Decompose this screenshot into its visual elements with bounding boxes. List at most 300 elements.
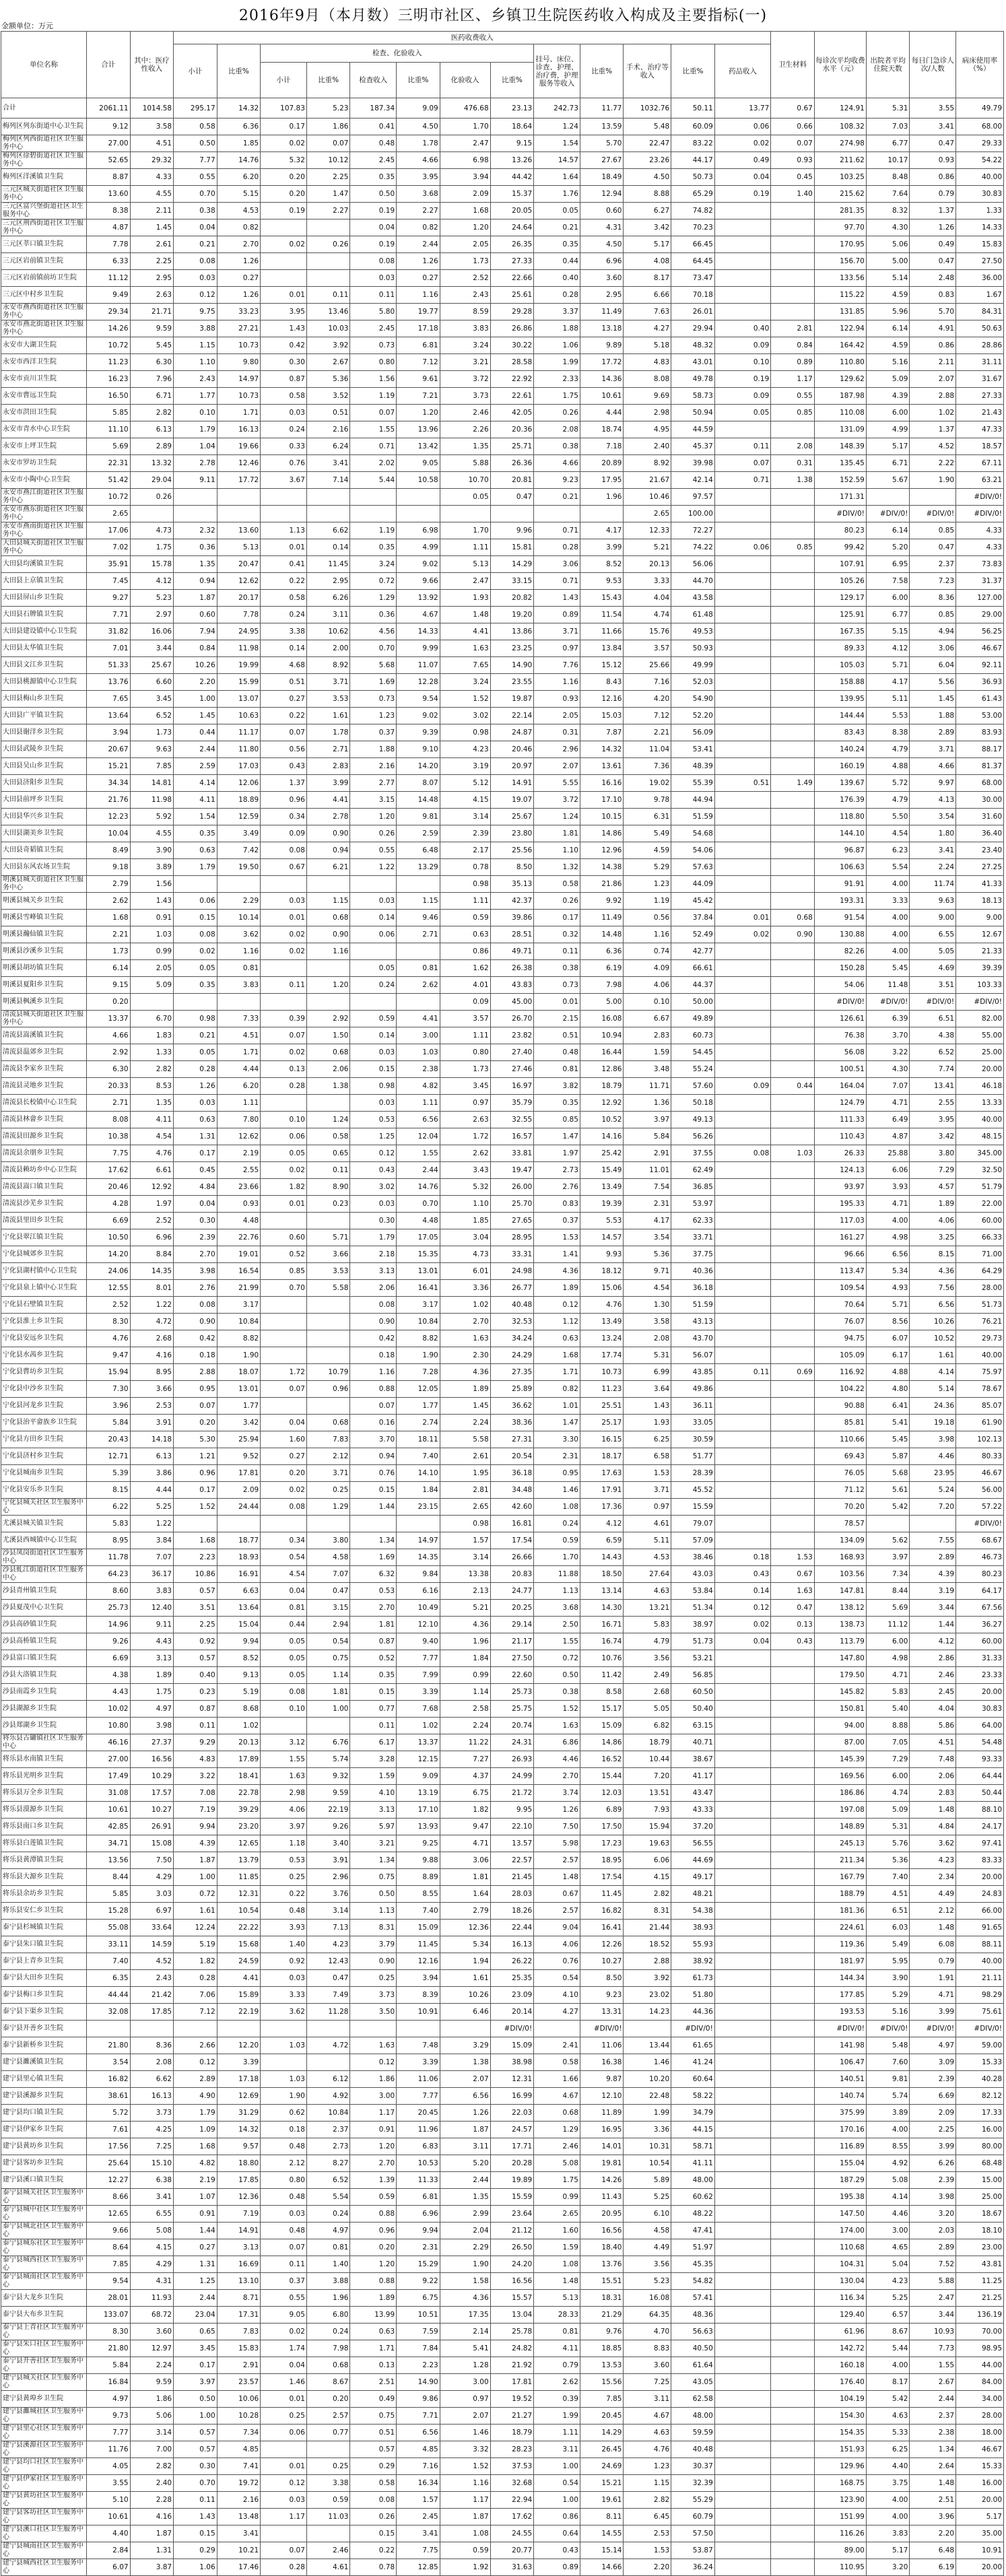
value-cell: 0.03 [174,1095,217,1112]
value-cell: 4.40 [87,2526,131,2542]
value-cell [261,2054,307,2071]
value-cell [771,2357,815,2374]
value-cell: 13.84 [580,640,624,657]
value-cell: 12.96 [580,842,624,859]
value-cell: 9.73 [87,2408,131,2425]
value-cell: 0.11 [714,1364,770,1381]
value-cell: 4.54 [624,1280,671,1297]
value-cell: 1.85 [217,135,261,152]
value-cell: 3.89 [866,2105,910,2122]
value-cell: 4.06 [910,1213,956,1229]
value-cell: 5.31 [624,1347,671,1364]
value-cell: 3.06 [910,640,956,657]
value-cell: 25.78 [490,2324,534,2340]
value-cell: 1.56 [130,876,174,893]
value-cell: 0.70 [397,1196,440,1213]
value-cell: 25.51 [580,1398,624,1415]
value-cell: 21.72 [490,1785,534,1802]
value-cell: 45.37 [671,438,715,455]
value-cell: 23.55 [490,674,534,691]
table-row [1,304,1004,320]
value-cell: 2.70 [350,2155,397,2172]
value-cell: 6.25 [866,2441,910,2458]
value-cell: 1.35 [174,556,217,573]
value-cell: 18.31 [580,2290,624,2307]
value-cell [771,1886,815,1903]
value-cell: 2.50 [534,1617,580,1633]
value-cell: 12.31 [217,1886,261,1903]
value-cell: 1.92 [440,2559,490,2576]
value-cell: 36.11 [671,1398,715,1415]
value-cell [350,994,397,1011]
value-cell: 1.56 [350,371,397,388]
value-cell: 0.98 [350,1078,397,1095]
value-cell: 0.24 [306,2324,350,2340]
value-cell [771,1263,815,1280]
value-cell: 16.99 [490,2088,534,2105]
value-cell: 16.69 [217,2256,261,2273]
value-cell: 38.67 [671,1751,715,1768]
value-cell: 8.32 [866,203,910,219]
value-cell: 10.21 [217,2542,261,2559]
table-row [1,1078,1004,1095]
value-cell: 0.21 [174,1027,217,1044]
value-cell: 52.65 [87,152,131,169]
value-cell: 1.88 [350,741,397,758]
value-cell: 8.44 [866,1583,910,1600]
value-cell: 2.83 [910,1785,956,1802]
value-cell: 1.19 [350,388,397,405]
value-cell: 4.36 [440,1364,490,1381]
value-cell [714,2475,770,2492]
unit-name-cell: 沙县高砂镇卫生院 [1,1617,87,1633]
value-cell: 48.15 [956,1128,1004,1145]
value-cell: 0.48 [261,2189,307,2206]
value-cell: 64.44 [956,1768,1004,1785]
value-cell: 0.71 [534,522,580,539]
value-cell: 29.04 [130,472,174,489]
value-cell: 5.45 [866,960,910,977]
value-cell: 5.34 [866,1263,910,1280]
value-cell: 1.87 [440,2122,490,2138]
value-cell: 4.52 [910,438,956,455]
value-cell: 36.00 [956,270,1004,287]
value-cell: 1.84 [397,1482,440,1499]
value-cell: 6.36 [217,118,261,135]
unit-name-cell: 梅列区列东街道中心卫生院 [1,118,87,135]
value-cell: 11.03 [306,2509,350,2526]
value-cell: 6.96 [397,2206,440,2223]
value-cell: 18.07 [217,1364,261,1381]
value-cell: 2.39 [174,1229,217,1246]
value-cell: 55.24 [671,1061,715,1078]
value-cell: 3.55 [87,2475,131,2492]
value-cell: 4.79 [624,1633,671,1650]
value-cell: 150.81 [814,1701,866,1718]
table-row [1,1701,1004,1718]
value-cell: 10.63 [217,708,261,724]
value-cell: 3.87 [130,2559,174,2576]
unit-name-cell: 大田县屏山乡卫生院 [1,590,87,607]
value-cell: #DIV/0! [814,2021,866,2037]
value-cell: 3.25 [910,1229,956,1246]
table-row [1,1684,1004,1701]
value-cell [714,691,770,708]
value-cell: 3.44 [130,640,174,657]
value-cell [714,2138,770,2155]
unit-name-cell: 建宁县黄坊乡卫生院 [1,2138,87,2155]
value-cell [174,489,217,506]
value-cell: 0.48 [261,2223,307,2239]
value-cell: 151.99 [814,2509,866,2526]
value-cell [771,2037,815,2054]
table-row [1,1566,1004,1583]
value-cell: 0.23 [306,1196,350,1213]
value-cell: 82.26 [814,943,866,960]
value-cell: 0.12 [174,287,217,304]
unit-name-cell: 大田县东风农场卫生院 [1,859,87,876]
value-cell: 49.13 [671,1112,715,1128]
value-cell: 3.11 [440,2138,490,2155]
value-cell: 168.93 [814,1549,866,1566]
value-cell [714,1953,770,1970]
value-cell: 0.15 [350,1482,397,1499]
value-cell: 281.35 [814,203,866,219]
value-cell [714,842,770,859]
value-cell: 13.59 [580,118,624,135]
value-cell: 7.77 [397,1650,440,1667]
value-cell: 6.14 [866,320,910,337]
value-cell: 62.49 [671,1162,715,1179]
value-cell: 1.38 [306,1078,350,1095]
value-cell: 4.63 [866,2408,910,2425]
value-cell: 1.90 [440,2256,490,2273]
value-cell: 45.52 [671,1482,715,1499]
value-cell: 1.03 [771,1145,815,1162]
unit-name-cell: 大田县济阳乡卫生院 [1,775,87,792]
value-cell: 53.84 [671,1583,715,1600]
value-cell: 15.06 [580,1280,624,1297]
value-cell: 0.07 [714,455,770,472]
value-cell: 15.89 [217,1987,261,2004]
value-cell: 17.71 [490,2138,534,2155]
value-cell [714,758,770,775]
value-cell: 0.96 [261,792,307,809]
value-cell: 55.08 [87,1920,131,1936]
value-cell: 0.59 [534,1532,580,1549]
table-row [1,2374,1004,2391]
value-cell: 24.29 [490,1347,534,1364]
value-cell: 5.98 [534,1835,580,1852]
value-cell: 4.58 [306,1549,350,1566]
value-cell: 7.33 [217,1011,261,1027]
value-cell: 0.30 [261,354,307,371]
value-cell: 1.68 [440,203,490,219]
value-cell: 2.81 [440,1482,490,1499]
value-cell: 5.14 [866,270,910,287]
value-cell [397,1516,440,1532]
value-cell: 3.62 [261,2004,307,2021]
value-cell: 0.54 [534,2475,580,2492]
value-cell: 1.40 [771,186,815,203]
value-cell: 20.05 [490,203,534,219]
value-cell: 7.30 [87,1381,131,1398]
value-cell: 12.65 [87,2206,131,2223]
value-cell: 1.24 [534,118,580,135]
value-cell: 5.20 [440,2155,490,2172]
value-cell: 61.64 [671,2357,715,2374]
value-cell: 26.36 [490,455,534,472]
value-cell: 11.42 [580,1667,624,1684]
table-row [1,1953,1004,1970]
value-cell: 16.71 [580,1617,624,1633]
unit-name-cell: 宁化县治平畲族乡卫生院 [1,1415,87,1431]
value-cell: 6.38 [130,2172,174,2189]
value-cell: 69.43 [814,1448,866,1465]
col-exam-ratio: 比重% [306,63,350,98]
value-cell: 51.42 [87,472,131,489]
value-cell: 0.04 [261,2357,307,2374]
value-cell: 2.17 [440,842,490,859]
value-cell: 0.52 [350,1650,397,1667]
value-cell: 6.20 [217,169,261,186]
value-cell: 0.11 [350,1718,397,1734]
value-cell: 2.06 [350,1280,397,1297]
value-cell: 10.26 [174,657,217,674]
value-cell [306,219,350,236]
value-cell: 0.26 [130,489,174,506]
value-cell: 18.13 [956,893,1004,910]
value-cell: 9.84 [397,1566,440,1583]
value-cell: 37.55 [671,1145,715,1162]
value-cell: 1.26 [217,253,261,270]
value-cell: 8.92 [624,455,671,472]
value-cell: 13.92 [397,590,440,607]
value-cell: 83.33 [956,1852,1004,1869]
value-cell: 4.09 [624,960,671,977]
value-cell: 14.96 [87,1617,131,1633]
unit-name-cell: 沙县高桥镇卫生院 [1,1633,87,1650]
value-cell: 21.43 [956,405,1004,421]
value-cell: 0.40 [534,270,580,287]
unit-name-cell: 大田县吴山乡卫生院 [1,758,87,775]
value-cell: 24.82 [490,2340,534,2357]
value-cell: 8.30 [87,2324,131,2340]
value-cell: 22.94 [490,2492,534,2509]
value-cell: 5.32 [440,1179,490,1196]
value-cell [714,1886,770,1903]
value-cell [714,2155,770,2172]
value-cell: 38.46 [671,1549,715,1566]
unit-name-cell: 泰宁县城西社区卫生服务中心 [1,2256,87,2273]
value-cell: 14.97 [217,371,261,388]
value-cell: 5.36 [306,371,350,388]
value-cell: 129.62 [814,371,866,388]
unit-name-cell: 泰宁县梅口乡卫生院 [1,1987,87,2004]
value-cell: 11.45 [580,1886,624,1903]
value-cell: 4.00 [866,2509,910,2526]
value-cell: 8.17 [624,270,671,287]
value-cell: 8.30 [87,1314,131,1330]
value-cell: 98.95 [956,2340,1004,2357]
value-cell: 2.45 [350,320,397,337]
value-cell: 14.76 [217,152,261,169]
value-cell: 16.16 [580,775,624,792]
unit-name-cell: 宁化县翠江镇卫生院 [1,1229,87,1246]
value-cell: 0.25 [306,2458,350,2475]
value-cell: 160.18 [814,2357,866,2374]
value-cell: 21.11 [956,1970,1004,1987]
value-cell: 103.56 [814,1566,866,1583]
value-cell: 10.44 [624,1751,671,1768]
value-cell: 11.66 [580,623,624,640]
value-cell: 3.99 [306,775,350,792]
value-cell: 13.93 [397,1819,440,1835]
value-cell: 5.48 [866,2037,910,2054]
unit-name-cell: 建宁县溪源乡卫生院 [1,2088,87,2105]
value-cell: 0.55 [174,169,217,186]
unit-name-cell: 明溪县枫溪乡卫生院 [1,994,87,1011]
value-cell: 2.23 [174,1549,217,1566]
value-cell: 0.21 [174,236,217,253]
value-cell [714,2542,770,2559]
value-cell: 10.12 [306,152,350,169]
value-cell: 7.48 [910,1751,956,1768]
value-cell [771,1936,815,1953]
value-cell: 9.05 [397,455,440,472]
value-cell: 64.17 [956,1583,1004,1600]
value-cell: 60.09 [671,118,715,135]
value-cell: 2.88 [910,388,956,405]
value-cell: 6.98 [397,522,440,539]
value-cell: 6.00 [866,590,910,607]
value-cell [771,2105,815,2122]
value-cell: 0.24 [261,607,307,623]
value-cell: 4.72 [306,2037,350,2054]
value-cell: 0.73 [350,691,397,708]
value-cell: 4.82 [174,2155,217,2172]
value-cell [714,287,770,304]
value-cell: 4.71 [866,1667,910,1684]
value-cell: 0.48 [261,1903,307,1920]
value-cell: 3.70 [866,1027,910,1044]
value-cell [261,1516,307,1532]
value-cell: 19.77 [397,304,440,320]
value-cell: 48.39 [671,758,715,775]
value-cell: 1.72 [261,1364,307,1381]
value-cell [130,506,174,522]
value-cell: 2.89 [910,1549,956,1566]
value-cell: 117.03 [814,1213,866,1229]
value-cell: 147.81 [814,1583,866,1600]
value-cell: 0.69 [771,1364,815,1381]
value-cell: 22.19 [306,1802,350,1819]
value-cell: 4.16 [130,2509,174,2526]
value-cell: 15.17 [580,1701,624,1718]
value-cell: 7.07 [866,1078,910,1095]
value-cell: 0.02 [261,1162,307,1179]
table-row [1,539,1004,556]
value-cell: 2.12 [261,2155,307,2172]
value-cell: 47.41 [671,2223,715,2239]
value-cell: 0.98 [440,876,490,893]
value-cell: 18.17 [580,1448,624,1465]
value-cell: 2.98 [624,405,671,421]
value-cell: 6.01 [440,1263,490,1280]
value-cell [306,1347,350,1364]
value-cell: 70.64 [814,1297,866,1314]
value-cell: 2.11 [910,354,956,371]
value-cell: #DIV/0! [580,2021,624,2037]
value-cell: 2.03 [910,2223,956,2239]
value-cell: 6.71 [866,455,910,472]
value-cell: #DIV/0! [866,2021,910,2037]
value-cell: 16.97 [490,1078,534,1095]
value-cell: 55.39 [671,775,715,792]
value-cell: 96.66 [814,1246,866,1263]
value-cell: 12.24 [174,1920,217,1936]
value-cell: 42.60 [490,1499,534,1516]
value-cell: 0.43 [534,2542,580,2559]
value-cell: 13.29 [397,859,440,876]
unit-name-cell: 明溪县瀚仙镇卫生院 [1,926,87,943]
value-cell: 1.53 [771,1549,815,1566]
value-cell: 7.71 [397,2408,440,2425]
value-cell: 4.12 [580,1516,624,1532]
value-cell [714,489,770,506]
value-cell [771,1650,815,1667]
table-row [1,1179,1004,1196]
value-cell: 3.57 [440,1011,490,1027]
value-cell: 1.68 [174,2138,217,2155]
value-cell: 46.16 [87,1734,131,1751]
value-cell: 4.68 [261,657,307,674]
value-cell: 1.68 [174,1532,217,1549]
value-cell: 4.67 [624,2408,671,2425]
value-cell: 4.73 [440,1246,490,1263]
value-cell: 16.13 [217,421,261,438]
unit-name-cell: 三元区中村乡卫生院 [1,287,87,304]
value-cell: 2.96 [306,1869,350,1886]
value-cell: 0.40 [174,1667,217,1684]
col-service-fees: 挂号、床位、诊查、护理、治疗费，护理服务等收入 [534,44,580,98]
value-cell: 0.63 [534,1330,580,1347]
table-row [1,337,1004,354]
value-cell: 9.80 [217,354,261,371]
table-row [1,607,1004,623]
value-cell: 1.13 [261,522,307,539]
value-cell: 0.07 [350,405,397,421]
value-cell: 12.62 [217,1128,261,1145]
value-cell: 140.51 [814,2071,866,2088]
value-cell: 15.94 [624,1819,671,1835]
value-cell: 94.75 [814,1330,866,1347]
value-cell: 0.48 [534,1044,580,1061]
value-cell: 18.10 [956,2223,1004,2239]
value-cell: 4.33 [130,169,174,186]
value-cell: 14.55 [580,2526,624,2542]
value-cell: 12.36 [217,2189,261,2206]
value-cell: 6.56 [440,2088,490,2105]
value-cell: 1.69 [350,674,397,691]
value-cell: 14.18 [130,1431,174,1448]
value-cell: 17.46 [217,2559,261,2576]
value-cell: 0.30 [174,1213,217,1229]
col-surgery-ratio: 比重% [671,44,715,98]
value-cell: 0.05 [261,1633,307,1650]
value-cell: 4.15 [624,1869,671,1886]
value-cell: 0.54 [534,1970,580,1987]
